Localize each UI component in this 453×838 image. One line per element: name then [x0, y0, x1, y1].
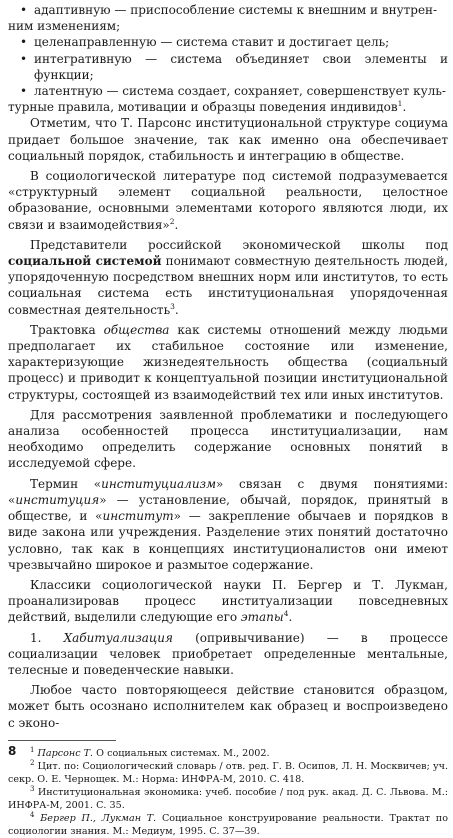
paragraph-text: Классики социологической науки П. Бергер и Т. Лукман, проанализировав процесс институализации повседневных действий, выделили следующие его: [8, 577, 448, 625]
list-item-text: адаптивную — приспособление системы к внешним и внутрен-: [34, 3, 438, 17]
paragraph-text: 1.: [30, 630, 64, 645]
paragraph: [8, 577, 448, 626]
list-item: [8, 83, 448, 99]
paragraph: [8, 630, 448, 679]
list-item-text: турные правила, мотивации и образцы поведения индивидов: [8, 100, 398, 115]
term-italic: институт: [102, 509, 174, 524]
list-item: [8, 34, 448, 50]
footnote-text: Цит. по: Социологический словарь / отв. ред. Г. В. Осипов, Л. Н. Москвичев; уч. секр. О. Е. Чернощек. М.: Норма: ИНФРА-М, 2010. С. 418.: [8, 760, 448, 785]
punctuation: .: [402, 100, 407, 115]
footnote-number: 4: [30, 810, 35, 819]
footnote-text: О социальных системах. М., 2002.: [93, 747, 270, 759]
term-italic: общества: [103, 322, 170, 337]
paragraph-text: » — закрепление обычаев и порядков в виде закона или учреждения. Разделение этих понятий достаточно условно, так как в концепциях институционалистов они имеют чрезвычайно широкое и размытое содержание.: [8, 509, 448, 572]
page-number: 8: [8, 744, 17, 758]
punctuation: .: [174, 302, 179, 317]
footnote: [8, 812, 448, 838]
footnote: [8, 760, 448, 786]
footnote-ref[interactable]: 4: [283, 609, 289, 619]
list-item: [8, 51, 448, 83]
footnote-text: Социальное конструирование реальности. Трактат по социологии знания. М.: Медиум, 1995. С. 37—39.: [8, 812, 448, 837]
footnote-ref[interactable]: 1: [397, 99, 403, 109]
bullet-icon: •: [20, 3, 28, 17]
paragraph-text: Термин «: [30, 476, 102, 491]
footnotes: [8, 747, 448, 838]
paragraph-text: » связан с двумя понятиями: «: [8, 476, 448, 507]
list-item-text: целенаправленную — система ставит и достигает цель;: [34, 35, 390, 50]
term-bold: социальной системой: [8, 254, 162, 269]
list-item-text: ним изменениям;: [8, 19, 121, 34]
bullet-icon: •: [20, 35, 28, 50]
paragraph: [8, 682, 448, 731]
footnote-ref[interactable]: 2: [169, 216, 175, 226]
punctuation: .: [288, 610, 293, 625]
paragraph: [8, 237, 448, 318]
paragraph-text: Трактовка: [30, 322, 104, 337]
punctuation: .: [174, 217, 179, 232]
list-item-text: латентную — система создает, сохраняет, совершенствует куль-: [34, 84, 446, 99]
function-list: [8, 2, 448, 115]
footnote-text: Институциональная экономика: учеб. пособие / под рук. акад. Д. С. Львова. М.: ИНФРА-М, 2001. С. 35.: [8, 786, 448, 811]
term-italic: институция: [15, 492, 100, 507]
footnote: [8, 747, 448, 760]
bullet-icon: •: [20, 51, 28, 66]
paragraph: [8, 168, 448, 233]
list-item-text: интегративную — система объединяет свои элементы и функции;: [34, 51, 448, 82]
list-item-continuation: [8, 18, 448, 34]
paragraph-text: Любое часто повторяющееся действие становится образцом, может быть осознано исполнителем как образец и воспроизведено с эконо-: [8, 683, 448, 730]
paragraph: [8, 322, 448, 403]
term-italic: Хабитуализация: [63, 630, 173, 645]
paragraph-text: как системы отношений между людьми предполагает их стабильное состояние или изменение, характеризующие жизнедеятельность общества (социальный процесс) и приводит к концептуальной позиции институциональной структуры, состоящей из взаимодействий тех или иных институтов.: [8, 322, 448, 402]
paragraph: [8, 476, 448, 573]
paragraph-text: Отметим, что Т. Парсонс институциональной структуре социума придает большое значение, так как именно она обеспечивает социальный порядок, стабильность и интеграцию в обществе.: [8, 116, 448, 163]
term-italic: этапы: [240, 610, 284, 625]
term-italic: институциализм: [101, 476, 217, 491]
paragraph-text: В социологической литературе под системой подразумевается «структурный элемент социальной реальности, целостное образование, основными элементами которого являются люди, их связи и взаимодействия»: [8, 169, 448, 232]
footnote-number: 3: [30, 784, 35, 793]
paragraph: [8, 407, 448, 472]
paragraph-text: (опривычивание) — в процессе социализации человек приобретает определенные ментальные, телесные и поведенческие навыки.: [8, 630, 449, 677]
page-body: [8, 2, 448, 838]
paragraph-text: понимают совместную деятельность людей, упорядоченную посредством внешних норм или институтов, то есть социальная система есть институциональная упорядоченная совместная деятельность: [8, 254, 449, 317]
footnote-number: 2: [30, 758, 35, 767]
footnote-author: Парсонс Т.: [37, 747, 94, 759]
paragraph-text: » — установление, обычай, порядок, принятый в обществе, и «: [8, 492, 448, 524]
list-item-continuation: [8, 99, 448, 115]
footnote-divider: [8, 740, 116, 741]
paragraph-text: Представители российской экономической школы под: [30, 237, 448, 252]
footnote-number: 1: [30, 745, 35, 754]
footnote-ref[interactable]: 3: [170, 301, 175, 311]
paragraph: [8, 115, 448, 164]
bullet-icon: •: [20, 84, 28, 99]
footnote-author: Бергер П., Лукман Т.: [40, 812, 157, 824]
footnote: [8, 786, 448, 812]
paragraph-text: Для рассмотрения заявленной проблематики и последующего анализа особенностей процесса институциализации, нам необходимо определить содержание основных понятий в исследуемой сфере.: [8, 407, 448, 471]
list-item: [8, 2, 448, 18]
